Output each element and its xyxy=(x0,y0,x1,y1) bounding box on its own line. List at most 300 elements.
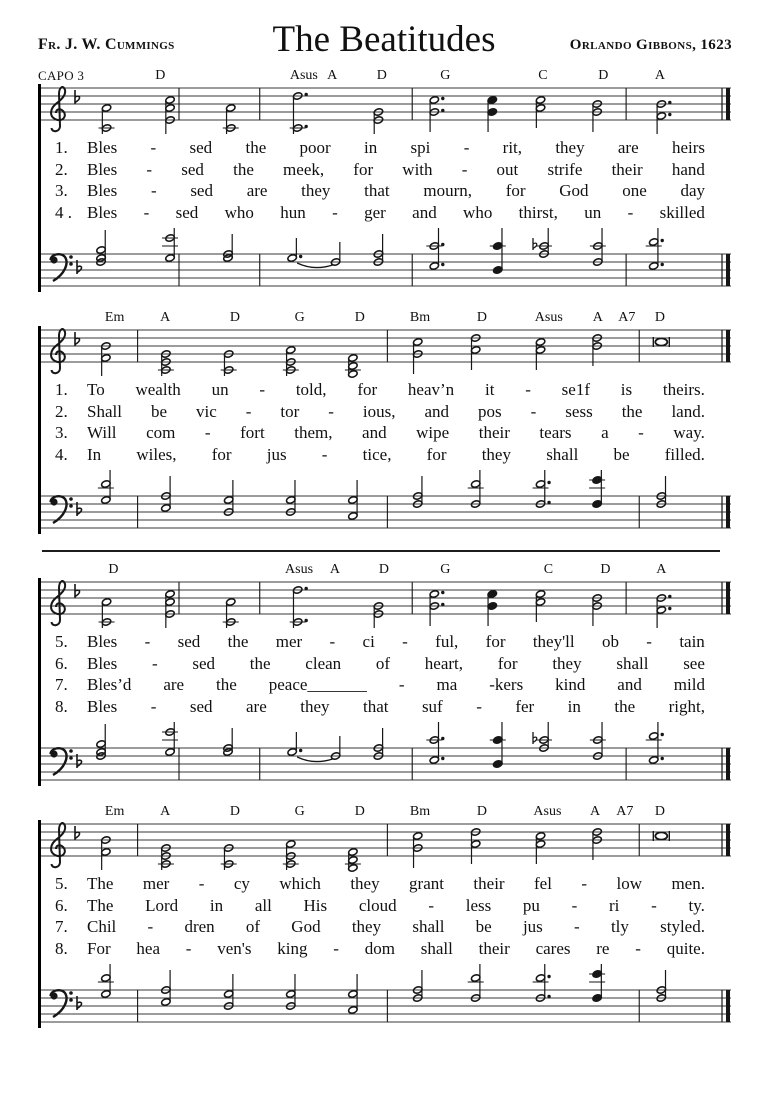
verse-number: 3. xyxy=(55,423,68,442)
lyric-word: To xyxy=(87,380,105,399)
section-divider xyxy=(42,550,720,552)
note-event xyxy=(487,96,497,132)
lyric-word: the xyxy=(227,632,249,651)
lyric-word: for xyxy=(357,380,378,399)
lyric-line xyxy=(55,445,731,467)
chord-label: D xyxy=(354,310,365,325)
note-event xyxy=(656,970,666,1002)
lyrics-block xyxy=(41,630,731,720)
lyric-word: their xyxy=(478,938,510,958)
lyrics-block xyxy=(41,136,731,226)
lyric-word: out xyxy=(496,159,519,179)
chord-row-1 xyxy=(38,66,728,84)
note-event xyxy=(429,590,444,626)
lyric-word: mer xyxy=(275,632,303,651)
syllable-hyphen: - xyxy=(651,895,657,915)
verse-number: 4. xyxy=(55,444,68,464)
lyric-word: for xyxy=(497,653,518,673)
note-event xyxy=(590,722,606,760)
note-event xyxy=(592,594,602,626)
lyric-word: way. xyxy=(673,423,705,442)
lyric-word: are xyxy=(617,138,639,157)
lyric-line xyxy=(55,896,731,918)
lyric-word: and xyxy=(412,202,437,222)
lyric-word: Bles’d xyxy=(87,675,132,694)
lyric-word: it xyxy=(484,380,495,399)
syllable-hyphen: - xyxy=(461,159,468,179)
syllable-hyphen: - xyxy=(198,874,205,893)
chord-label: A xyxy=(160,310,171,325)
lyric-word: and xyxy=(362,423,387,442)
lyric-word: ma xyxy=(436,675,458,694)
lyric-word: Shall xyxy=(87,401,122,421)
note-event xyxy=(287,732,333,762)
lyric-word: the xyxy=(216,675,237,694)
lyric-line xyxy=(55,917,731,939)
treble-staff xyxy=(41,820,731,872)
note-event xyxy=(290,586,308,628)
lyric-word: shall xyxy=(616,653,649,673)
lyric-word: dom xyxy=(364,938,395,958)
lyric-word: filled. xyxy=(664,444,705,464)
bass-staff xyxy=(41,720,731,786)
syllable-hyphen: - xyxy=(530,401,537,421)
lyric-word: ful, xyxy=(435,632,459,651)
lyric-word: and xyxy=(617,675,642,694)
lyric-word: Chil xyxy=(87,917,117,936)
lyric-words xyxy=(87,181,731,201)
note-event xyxy=(223,104,239,134)
chord-label: A xyxy=(656,562,667,577)
syllable-hyphen: - xyxy=(150,696,157,716)
note-event xyxy=(224,480,234,516)
lyric-word: men. xyxy=(671,874,705,893)
note-event xyxy=(413,970,423,1002)
lyric-word: sess xyxy=(565,401,593,421)
lyric-word: mourn, xyxy=(423,181,472,200)
note-event xyxy=(161,970,171,1006)
lyric-word: cloud xyxy=(358,895,397,915)
note-event xyxy=(165,590,175,628)
chord-label: D xyxy=(476,310,487,325)
lyric-word: they xyxy=(481,444,511,464)
lyric-word: His xyxy=(303,895,328,915)
lyric-word: one xyxy=(622,181,647,200)
lyric-word: they xyxy=(300,696,330,716)
syllable-hyphen: - xyxy=(150,181,157,200)
lyric-word: hea xyxy=(136,938,160,958)
lyric-word: jus xyxy=(522,917,543,936)
lyric-word: theirs. xyxy=(662,380,705,399)
chord-label: A7 xyxy=(616,804,634,819)
lyric-word: tor xyxy=(280,401,300,421)
lyric-word: who xyxy=(463,202,493,222)
lyric-word: thirst, xyxy=(518,202,558,222)
lyric-word: less xyxy=(465,895,492,915)
chord-label: D xyxy=(376,68,387,83)
chord-label: D xyxy=(378,562,389,577)
lyric-line xyxy=(55,697,731,719)
note-event xyxy=(99,104,115,134)
lyric-word: right, xyxy=(668,696,705,716)
chord-row-2 xyxy=(38,308,728,326)
note-event xyxy=(413,832,423,868)
lyric-word: the xyxy=(249,653,271,673)
verse-number: 2. xyxy=(55,159,68,179)
syllable-hyphen: - xyxy=(147,917,154,936)
lyric-word: that xyxy=(362,696,389,716)
lyric-word: and xyxy=(424,401,450,421)
note-event xyxy=(98,964,114,998)
syllable-hyphen: - xyxy=(476,696,482,716)
lyric-word: cares xyxy=(535,938,571,958)
syllable-hyphen: - xyxy=(463,138,470,157)
lyric-word: they'll xyxy=(532,632,575,651)
note-event xyxy=(471,828,481,864)
lyrics-block xyxy=(41,872,731,962)
lyric-word: shall xyxy=(546,444,579,464)
note-event xyxy=(283,840,299,870)
bass-staff xyxy=(41,962,731,1028)
bass-clef-icon xyxy=(50,496,81,523)
verse-number: 6. xyxy=(55,653,68,673)
lyric-word: they xyxy=(351,917,382,936)
chord-label: A7 xyxy=(618,310,636,325)
lyric-words xyxy=(87,380,731,400)
note-event xyxy=(490,228,506,274)
lyric-word: styled. xyxy=(660,917,705,936)
lyric-word: dren xyxy=(184,917,215,936)
lyric-word: are xyxy=(245,696,267,716)
lyric-word: the xyxy=(621,401,643,421)
lyric-word: un xyxy=(584,202,602,222)
lyric-word: wiles, xyxy=(136,444,177,464)
note-event xyxy=(223,598,239,628)
syllable-hyphen: - xyxy=(151,653,158,673)
lyric-word: the xyxy=(233,159,254,179)
lyric-word: kind xyxy=(555,675,586,694)
lyric-word: Bles xyxy=(87,159,118,179)
note-event xyxy=(162,228,178,262)
lyric-word: they xyxy=(552,653,582,673)
note-event xyxy=(162,722,178,756)
lyric-word: jus xyxy=(266,444,287,464)
lyric-word: poor xyxy=(299,138,331,157)
lyric-word: ri xyxy=(609,895,620,915)
syllable-hyphen: - xyxy=(328,401,334,421)
lyric-line xyxy=(55,939,731,961)
chord-label: C xyxy=(543,562,554,577)
syllable-hyphen: - xyxy=(635,938,641,958)
lyric-word: for xyxy=(485,632,506,651)
bass-clef-icon xyxy=(50,990,81,1017)
chord-label: Asus xyxy=(534,310,563,325)
lyric-word: be xyxy=(150,401,167,421)
chord-label: Asus xyxy=(533,804,562,819)
lyric-word: sed xyxy=(175,202,199,222)
verse-number: 1. xyxy=(55,380,68,399)
arranger-name: Fr. J. W. Cummings xyxy=(38,36,175,53)
lyric-word: ven's xyxy=(217,938,252,958)
bass-clef-icon xyxy=(50,254,81,281)
chord-label: Asus xyxy=(289,68,318,83)
lyric-word: be xyxy=(613,444,630,464)
syllable-hyphen: - xyxy=(245,401,252,421)
note-event xyxy=(161,476,171,512)
lyric-word: in xyxy=(364,138,378,157)
lyric-word: ious, xyxy=(362,401,396,421)
lyric-word: all xyxy=(254,895,272,915)
syllable-hyphen: - xyxy=(143,202,150,222)
lyric-word: suf xyxy=(421,696,443,716)
treble-staff xyxy=(41,326,731,378)
lyric-word: meek, xyxy=(283,159,325,179)
lyric-word: who xyxy=(224,202,254,222)
chord-label: D xyxy=(654,310,665,325)
syllable-hyphen: - xyxy=(333,938,339,958)
syllable-hyphen: - xyxy=(259,380,266,399)
note-event xyxy=(348,974,358,1014)
note-event xyxy=(101,342,111,376)
lyric-word: for xyxy=(211,444,232,464)
lyric-word: tain xyxy=(679,632,705,651)
treble-clef-icon xyxy=(51,581,79,625)
note-event xyxy=(101,836,111,870)
lyric-word: tly xyxy=(610,917,629,936)
lyric-words xyxy=(87,654,731,674)
chord-label: G xyxy=(294,804,305,819)
lyric-words xyxy=(87,675,731,695)
system-gap xyxy=(0,292,768,308)
lyric-word: sed xyxy=(189,696,213,716)
note-event xyxy=(283,346,299,376)
lyric-word: with xyxy=(402,159,433,179)
lyric-words xyxy=(87,160,731,180)
system-gap xyxy=(0,786,768,802)
lyric-word: clean xyxy=(305,653,342,673)
note-event xyxy=(223,234,233,262)
lyric-word: which xyxy=(279,874,321,893)
treble-clef-icon xyxy=(51,329,79,373)
note-event xyxy=(224,974,234,1010)
lyric-word: sed xyxy=(181,159,204,179)
lyric-line xyxy=(55,632,731,654)
note-event xyxy=(490,722,506,768)
system-3 xyxy=(38,578,731,786)
lyric-line xyxy=(55,675,731,697)
lyric-word: for xyxy=(353,159,374,179)
syllable-hyphen: - xyxy=(428,895,435,915)
lyric-word: land. xyxy=(671,401,705,421)
syllable-hyphen: - xyxy=(144,632,151,651)
chord-label: D xyxy=(354,804,365,819)
chord-label: A xyxy=(160,804,171,819)
lyric-word: sed xyxy=(189,138,213,157)
chord-row-3 xyxy=(38,560,728,578)
lyric-word: in xyxy=(567,696,581,716)
chord-label: A xyxy=(327,68,338,83)
lyric-word: low xyxy=(616,874,642,893)
chord-label: G xyxy=(440,68,451,83)
note-event xyxy=(589,470,605,508)
lyric-word: are xyxy=(246,181,268,200)
lyric-word: pos xyxy=(478,401,502,421)
chord-label: D xyxy=(600,562,611,577)
lyric-word: of xyxy=(375,653,391,673)
note-event xyxy=(646,722,664,764)
lyric-word: ci xyxy=(362,632,375,651)
lyric-word: se1f xyxy=(561,380,590,399)
treble-staff xyxy=(41,578,731,630)
chord-label: Bm xyxy=(409,310,431,325)
lyric-word: for xyxy=(426,444,447,464)
lyric-word: that xyxy=(364,181,390,200)
lyric-word: sed xyxy=(192,653,216,673)
note-event xyxy=(99,598,115,628)
lyric-word: cy xyxy=(233,874,250,893)
syllable-hyphen: - xyxy=(646,632,652,651)
lyric-word: their xyxy=(478,423,510,442)
note-event xyxy=(533,470,551,508)
chord-label: A xyxy=(654,68,665,83)
lyric-word: ty. xyxy=(688,895,705,915)
lyric-word: they xyxy=(555,138,585,157)
note-event xyxy=(290,92,308,134)
lyric-words xyxy=(87,917,731,937)
syllable-hyphen: - xyxy=(574,917,580,936)
verse-number: 4 . xyxy=(55,202,72,222)
lyric-word: ob xyxy=(601,632,619,651)
verse-number: 2. xyxy=(55,401,68,421)
chord-label: Em xyxy=(104,310,125,325)
note-event xyxy=(413,338,423,374)
chord-row-4 xyxy=(38,802,728,820)
lyric-line xyxy=(55,203,731,225)
lyric-word: see xyxy=(683,653,705,673)
syllable-hyphen: - xyxy=(627,202,634,222)
chord-label: A xyxy=(590,804,601,819)
lyric-word: shall xyxy=(412,917,445,936)
note-event xyxy=(348,480,358,520)
note-event xyxy=(592,828,602,860)
lyric-words xyxy=(87,402,731,422)
lyric-line xyxy=(55,874,731,896)
lyric-word: they xyxy=(301,181,331,200)
note-event xyxy=(487,590,497,626)
lyric-word: told, xyxy=(295,380,327,399)
capo-label: CAPO 3 xyxy=(38,68,85,83)
lyric-word: wipe xyxy=(416,423,450,442)
note-event xyxy=(656,594,671,628)
lyric-word: spi xyxy=(410,138,431,157)
treble-clef-icon xyxy=(51,823,79,867)
note-event xyxy=(286,974,296,1010)
lyric-line xyxy=(55,423,731,445)
lyric-words xyxy=(87,697,731,717)
note-event xyxy=(471,334,481,370)
note-event xyxy=(96,724,106,760)
note-event xyxy=(287,238,333,268)
treble-staff xyxy=(41,84,731,136)
page-title: The Beatitudes xyxy=(272,19,496,60)
lyric-word: tears xyxy=(539,423,572,442)
syllable-hyphen: - xyxy=(398,675,405,694)
chord-label: D xyxy=(229,804,240,819)
system-2 xyxy=(38,326,731,534)
lyric-word: hun xyxy=(280,202,306,222)
lyric-word: their xyxy=(611,159,643,179)
note-event xyxy=(98,470,114,504)
composer-name: Orlando Gibbons, 1623 xyxy=(569,37,732,53)
note-event xyxy=(373,728,383,760)
verse-number: 5. xyxy=(55,632,68,651)
lyric-word: heirs xyxy=(671,138,705,157)
lyric-word: rit, xyxy=(502,138,523,157)
lyric-word: God xyxy=(559,181,589,200)
lyric-word: is xyxy=(620,380,633,399)
syllable-hyphen: - xyxy=(204,423,211,442)
lyric-word: the xyxy=(245,138,267,157)
lyric-words xyxy=(87,138,731,158)
lyric-word: Bles xyxy=(87,696,118,716)
lyric-word: com xyxy=(146,423,176,442)
lyric-word: pu xyxy=(522,895,540,915)
lyric-word: their xyxy=(473,874,505,893)
syllable-hyphen: - xyxy=(329,632,336,651)
note-event xyxy=(656,100,671,134)
bass-staff xyxy=(41,468,731,534)
note-event xyxy=(429,96,444,132)
lyric-words xyxy=(87,939,731,959)
syllable-hyphen: - xyxy=(525,380,531,399)
lyric-word: un xyxy=(211,380,229,399)
note-event xyxy=(373,234,383,266)
chord-label: D xyxy=(229,310,240,325)
lyric-words xyxy=(87,874,731,894)
syllable-hyphen: - xyxy=(146,159,153,179)
chord-label: D xyxy=(476,804,487,819)
lyric-word: Will xyxy=(87,423,117,442)
lyric-word: in xyxy=(209,895,224,915)
lyric-words xyxy=(87,445,731,465)
lyric-word: be xyxy=(475,917,492,936)
lyric-word: fort xyxy=(240,423,265,442)
verse-number: 8. xyxy=(55,938,68,958)
chord-label: Asus xyxy=(285,562,314,577)
lyric-word: Lord xyxy=(145,895,179,915)
chord-label: C xyxy=(538,68,548,83)
lyric-word: heart, xyxy=(424,653,464,673)
lyric-words xyxy=(87,203,731,223)
chord-label: D xyxy=(598,68,609,83)
syllable-hyphen: - xyxy=(150,138,157,157)
lyric-word: for xyxy=(505,181,526,200)
lyric-word: -kers xyxy=(489,675,524,694)
lyric-word: vic xyxy=(195,401,217,421)
note-event xyxy=(468,964,484,1002)
bass-clef-icon xyxy=(50,748,81,775)
verse-number: 6. xyxy=(55,895,68,915)
system-1 xyxy=(38,84,731,292)
note-event xyxy=(533,964,551,1002)
lyric-line xyxy=(55,402,731,424)
verse-number: 7. xyxy=(55,675,68,694)
note-event xyxy=(592,100,602,132)
lyric-line xyxy=(55,654,731,676)
lyric-word: are xyxy=(163,675,185,694)
lyric-word: day xyxy=(680,181,705,200)
lyric-word: hand xyxy=(671,159,705,179)
